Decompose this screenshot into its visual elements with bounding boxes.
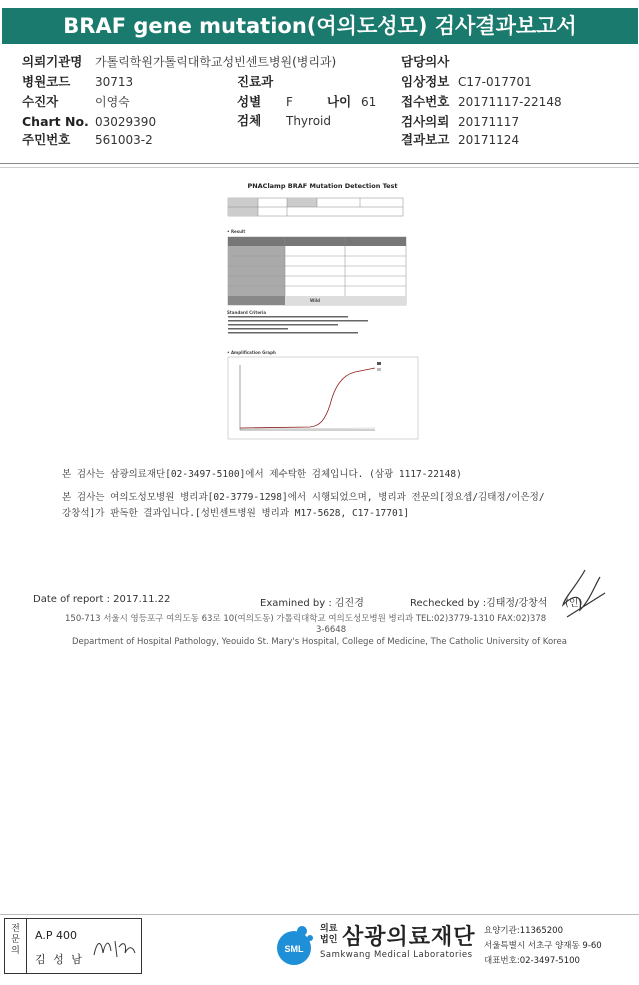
hospital-code-label: 병원코드 (22, 74, 71, 89)
divider (0, 914, 639, 915)
stamp-signature (89, 933, 139, 963)
overall-result: Wild (310, 298, 321, 303)
address-line-2: 3-6648 (316, 625, 347, 635)
examined-by: Examined by : 김진경 (260, 598, 364, 609)
signature-stroke (555, 565, 615, 625)
lab-code: 요양기관:11365200 (484, 926, 563, 936)
stamp-name: 김 성 남 (35, 953, 84, 966)
stamp-side-label: 전 문 의 (5, 919, 27, 973)
institution-value: 가톨릭학원가톨릭대학교성빈센트병원(병리과) (95, 55, 337, 69)
lab-name-en: Samkwang Medical Laboratories (320, 950, 473, 960)
remark-line-1: 본 검사는 삼광의료재단[02-3497-5100]에서 제수탁한 검체입니다. (삼광 1117-22148) (62, 469, 462, 480)
result-heading: • Result (227, 229, 246, 234)
remark-line-2: 본 검사는 여의도성모병원 병리과[02-3779-1298]에서 시행되었으며, 병리과 전문의[정요셉/김태정/이은정/ (62, 492, 545, 503)
specimen-label: 검체 (237, 113, 262, 128)
sml-logo-text: SML (284, 944, 304, 954)
age-label: 나이 (327, 94, 352, 109)
clinical-info-value: C17-017701 (458, 75, 532, 89)
sex-label: 성별 (237, 94, 262, 109)
id-label: 주민번호 (22, 132, 71, 147)
seal-mark: (인) (565, 598, 583, 609)
specimen-value: Thyroid (286, 114, 331, 128)
receipt-no-value: 20171117-22148 (458, 95, 562, 109)
lab-address: 서울특별시 서초구 양재동 9-60 (484, 941, 602, 951)
name-value: 이영숙 (95, 95, 130, 109)
graph-heading: • Amplification Graph (227, 350, 276, 355)
name-label: 수진자 (22, 94, 59, 109)
chart-no-label: Chart No. (22, 114, 89, 129)
institution-label: 의뢰기관명 (22, 54, 83, 69)
hospital-code-value: 30713 (95, 75, 134, 89)
sml-logo-icon (272, 922, 316, 966)
lab-phone: 대표번호:02-3497-5100 (484, 956, 580, 966)
rechecked-by: Rechecked by :김태정/강창석 (410, 598, 548, 609)
request-label: 검사의뢰 (401, 114, 450, 129)
embedded-report (225, 180, 420, 445)
criteria-heading: Standard Criteria (227, 310, 267, 315)
sex-value: F (286, 95, 293, 109)
divider (0, 167, 639, 168)
clinical-info-label: 임상정보 (401, 74, 450, 89)
date-of-report: Date of report : 2017.11.22 (33, 594, 171, 605)
age-value: 61 (361, 95, 377, 109)
id-value: 561003-2 (95, 133, 153, 147)
chart-no-value: 03029390 (95, 115, 157, 129)
remark-line-3: 강창석]가 판독한 결과입니다.[성빈센트병원 병리과 M17-5628, C17-17701] (62, 508, 410, 519)
department-line: Department of Hospital Pathology, Yeouido St. Mary's Hospital, College of Medicine, The Catholic University of Korea (72, 637, 567, 647)
embedded-report-title: PNAClamp BRAF Mutation Detection Test (247, 182, 398, 190)
request-value: 20171117 (458, 115, 520, 129)
dept-label: 진료과 (237, 74, 274, 89)
lab-name-ko: 삼광의료재단 (342, 925, 476, 950)
stamp-code: A.P 400 (35, 929, 77, 942)
report-label: 결과보고 (401, 132, 450, 147)
divider (0, 163, 639, 164)
receipt-no-label: 접수번호 (401, 94, 450, 109)
lab-legal-label: 의료법인 (320, 924, 338, 945)
address-line-1: 150-713 서울시 영등포구 여의도동 63로 10(여의도동) 가톨릭대학교 여의도성모병원 병리과 TEL:02)3779-1310 FAX:02)378 (65, 614, 547, 624)
specialist-stamp (4, 918, 142, 974)
attending-label: 담당의사 (401, 54, 450, 69)
report-value: 20171124 (458, 133, 520, 147)
report-title: BRAF gene mutation(여의도성모) 검사결과보고서 (2, 8, 638, 44)
top-bar (0, 0, 639, 46)
